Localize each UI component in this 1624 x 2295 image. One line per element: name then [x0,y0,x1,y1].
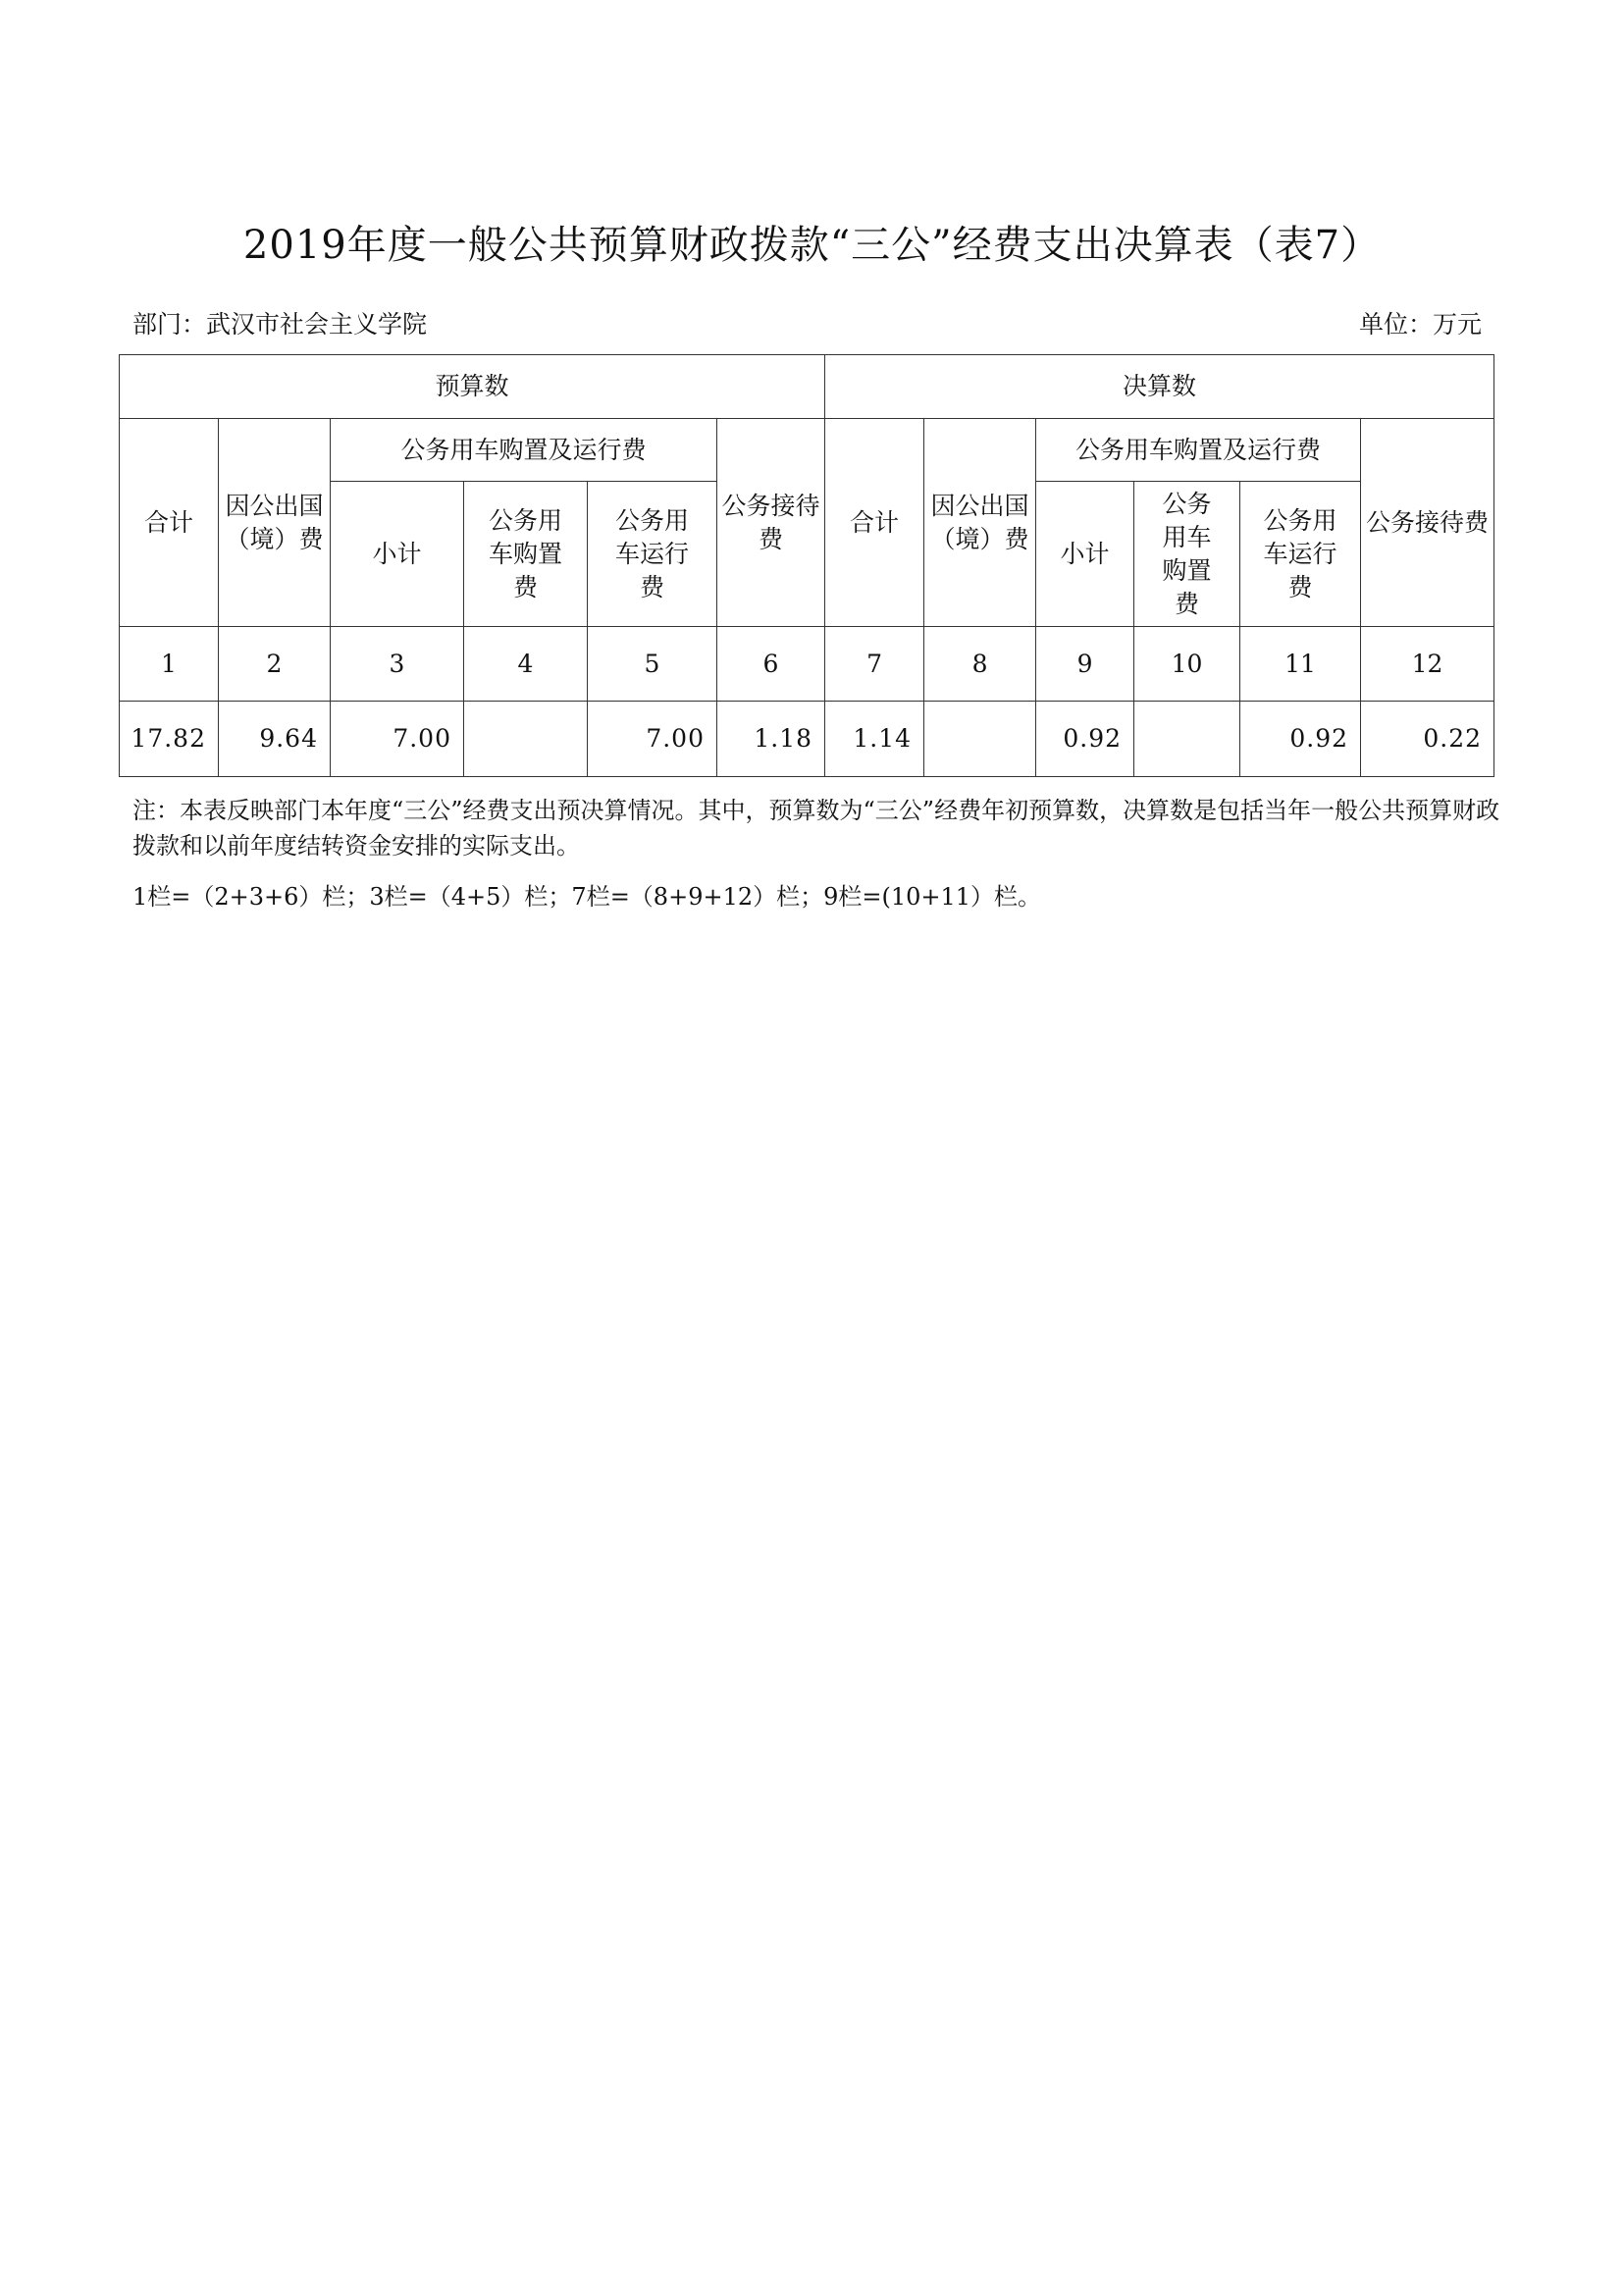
header-final-vehicle: 公务用车购置及运行费 [1036,419,1361,482]
header-budget-reception: 公务接待费 [717,419,825,627]
value-final-vehicle-operation: 0.92 [1240,702,1361,777]
note-text: 注：本表反映部门本年度“三公”经费支出预决算情况。其中，预算数为“三公”经费年初预算数，决算数是包括当年一般公共预算财政拨款和以前年度结转资金安排的实际支出。 [132,797,1500,860]
column-header-row [120,419,1494,482]
header-final-operation: 公务用车运行费 [1240,482,1361,627]
column-number: 12 [1361,627,1494,702]
column-number: 5 [588,627,717,702]
value-budget-vehicle-operation: 7.00 [588,702,717,777]
header-final-subtotal: 小计 [1036,482,1134,627]
formula-text: 1栏=（2+3+6）栏；3栏=（4+5）栏；7栏=（8+9+12）栏；9栏=(10+11）栏。 [132,883,1042,911]
column-number: 2 [219,627,331,702]
column-number: 11 [1240,627,1361,702]
column-number: 9 [1036,627,1134,702]
column-number: 4 [464,627,588,702]
column-number: 7 [825,627,924,702]
header-budget-purchase: 公务用车购置费 [464,482,588,627]
group-header-budget: 预算数 [120,355,825,419]
column-number: 3 [331,627,464,702]
value-final-vehicle-subtotal: 0.92 [1036,702,1134,777]
header-budget-vehicle: 公务用车购置及运行费 [331,419,717,482]
column-number: 1 [120,627,219,702]
value-final-abroad [924,702,1036,777]
header-budget-total: 合计 [120,419,219,627]
three-public-expense-table [119,354,1494,777]
page-title: 2019年度一般公共预算财政拨款“三公”经费支出决算表（表7） [242,223,1382,268]
header-final-abroad: 因公出国（境）费 [924,419,1036,627]
value-budget-abroad: 9.64 [219,702,331,777]
value-final-vehicle-purchase [1134,702,1240,777]
column-number: 10 [1134,627,1240,702]
value-budget-reception: 1.18 [717,702,825,777]
column-number-row [120,627,1494,702]
unit-label: 单位：万元 [1358,310,1482,339]
table-row [120,702,1494,777]
header-budget-subtotal: 小计 [331,482,464,627]
header-budget-abroad: 因公出国（境）费 [219,419,331,627]
column-number: 6 [717,627,825,702]
group-header-final: 决算数 [825,355,1494,419]
header-budget-operation: 公务用车运行费 [588,482,717,627]
column-number: 8 [924,627,1036,702]
group-header-row [120,355,1494,419]
header-final-total: 合计 [825,419,924,627]
header-final-purchase: 公务用车购置费 [1134,482,1240,627]
value-final-reception: 0.22 [1361,702,1494,777]
value-budget-vehicle-subtotal: 7.00 [331,702,464,777]
table-notes [132,793,1506,914]
header-final-reception: 公务接待费 [1361,419,1494,627]
value-final-total: 1.14 [825,702,924,777]
value-budget-total: 17.82 [120,702,219,777]
department-label: 部门：武汉市社会主义学院 [132,310,428,339]
value-budget-vehicle-purchase [464,702,588,777]
